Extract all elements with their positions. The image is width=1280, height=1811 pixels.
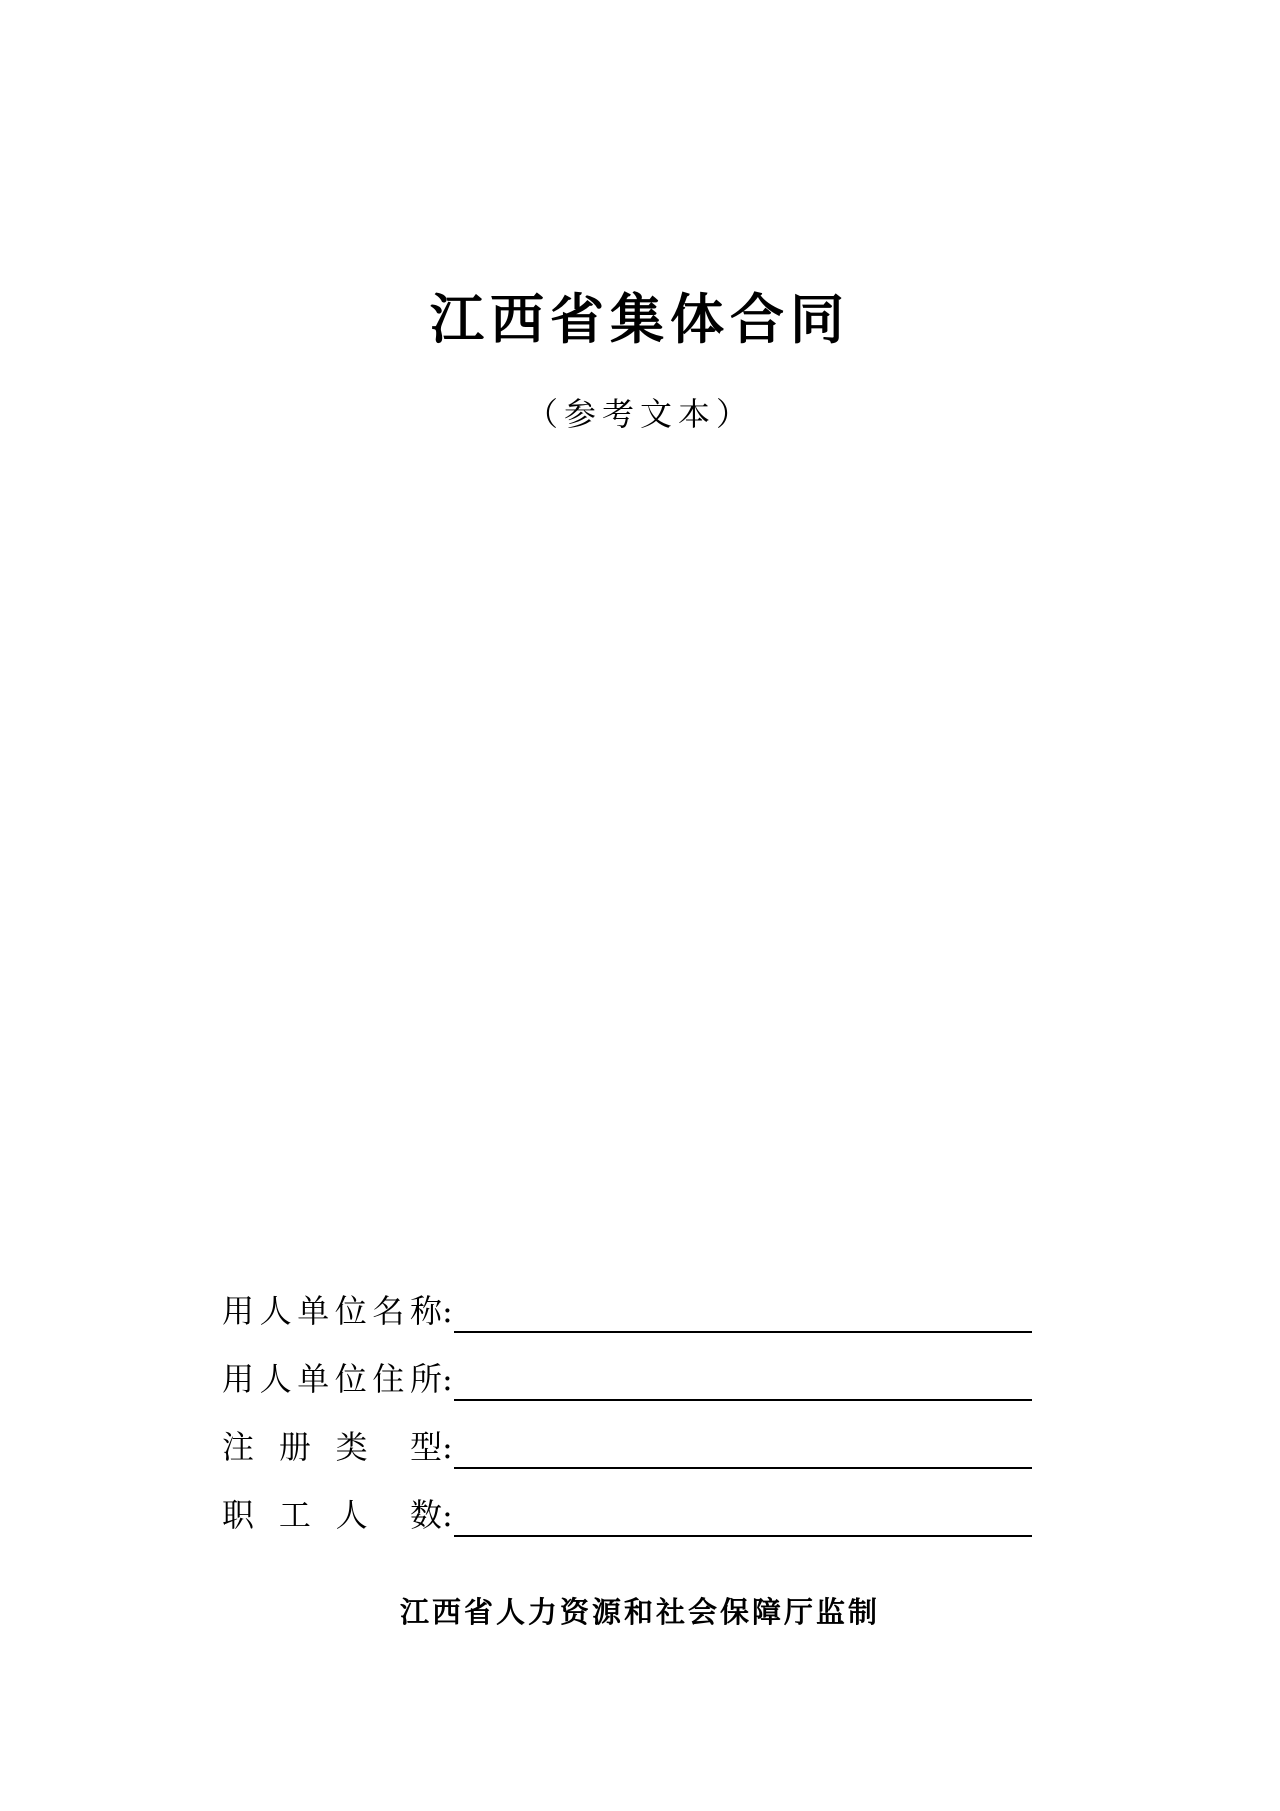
field-row-employer-name <box>222 1265 1032 1333</box>
document-subtitle: （参考文本） <box>525 395 754 433</box>
field-label-registration-type: 注 册 类 型 <box>222 1428 442 1466</box>
field-line-employee-count[interactable] <box>454 1499 1032 1537</box>
field-row-employee-count <box>222 1469 1032 1537</box>
field-colon: : <box>442 1428 453 1466</box>
field-row-employer-address <box>222 1333 1032 1401</box>
field-row-registration-type <box>222 1401 1032 1469</box>
field-colon: : <box>442 1360 453 1398</box>
issuer-footer: 江西省人力资源和社会保障厅监制 <box>399 1595 880 1629</box>
field-colon: : <box>442 1496 453 1534</box>
document-title: 江西省集体合同 <box>430 287 850 351</box>
field-label-employee-count: 职 工 人 数 <box>222 1496 442 1534</box>
field-label-employer-address: 用人单位住所 <box>222 1360 442 1398</box>
field-line-employer-address[interactable] <box>454 1363 1032 1401</box>
cover-form <box>222 1265 1032 1537</box>
field-line-employer-name[interactable] <box>454 1295 1032 1333</box>
field-label-employer-name: 用人单位名称 <box>222 1292 442 1330</box>
field-line-registration-type[interactable] <box>454 1431 1032 1469</box>
field-colon: : <box>442 1292 453 1330</box>
